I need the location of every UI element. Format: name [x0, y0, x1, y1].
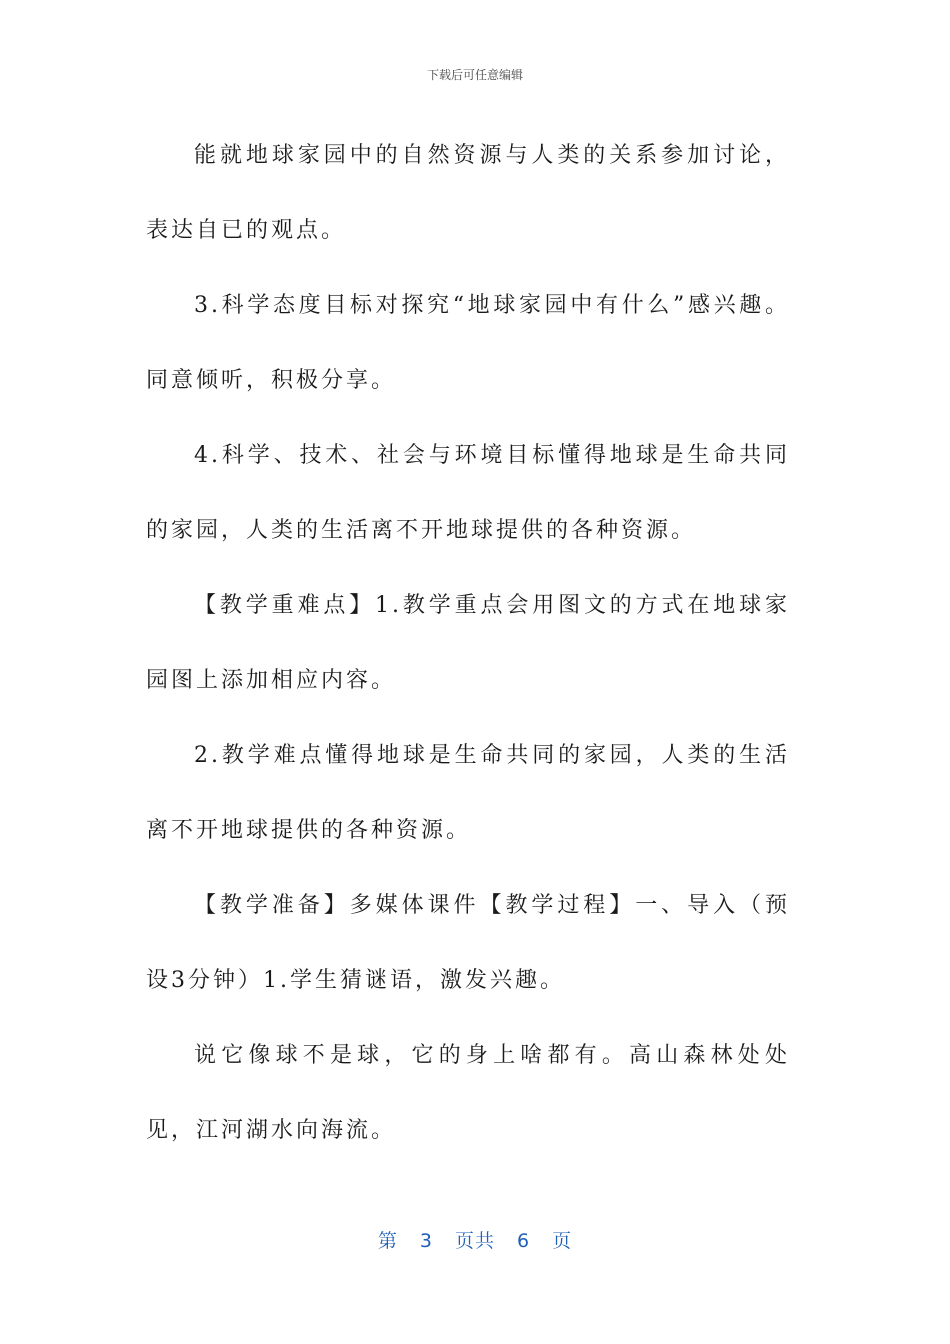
paragraph-2: 3.科学态度目标对探究“地球家园中有什么”感兴趣。同意倾听，积极分享。: [146, 293, 790, 393]
page-header: 下载后可任意编辑: [426, 68, 523, 82]
footer-suffix: 页: [552, 1230, 573, 1252]
footer-total-pages: 6: [517, 1230, 531, 1252]
paragraph-4: 【教学重难点】1.教学重点会用图文的方式在地球家园图上添加相应内容。: [146, 593, 790, 693]
footer-prefix: 第: [377, 1230, 398, 1252]
paragraph-5: 2.教学难点懂得地球是生命共同的家园，人类的生活离不开地球提供的各种资源。: [146, 743, 790, 843]
paragraph-3: 4.科学、技术、社会与环境目标懂得地球是生命共同的家园，人类的生活离不开地球提供的各种资源。: [146, 443, 790, 543]
footer-middle: 页共: [454, 1230, 495, 1252]
paragraph-1: 能就地球家园中的自然资源与人类的关系参加讨论，表达自已的观点。: [146, 143, 790, 243]
paragraph-7: 说它像球不是球，它的身上啥都有。高山森林处处见，江河湖水向海流。: [146, 1043, 790, 1143]
paragraph-6: 【教学准备】多媒体课件【教学过程】一、导入（预设3分钟）1.学生猜谜语，激发兴趣。: [146, 893, 790, 993]
footer-page-number: 3: [419, 1230, 433, 1252]
document-body: [146, 118, 790, 1168]
page-footer: [0, 1226, 950, 1253]
